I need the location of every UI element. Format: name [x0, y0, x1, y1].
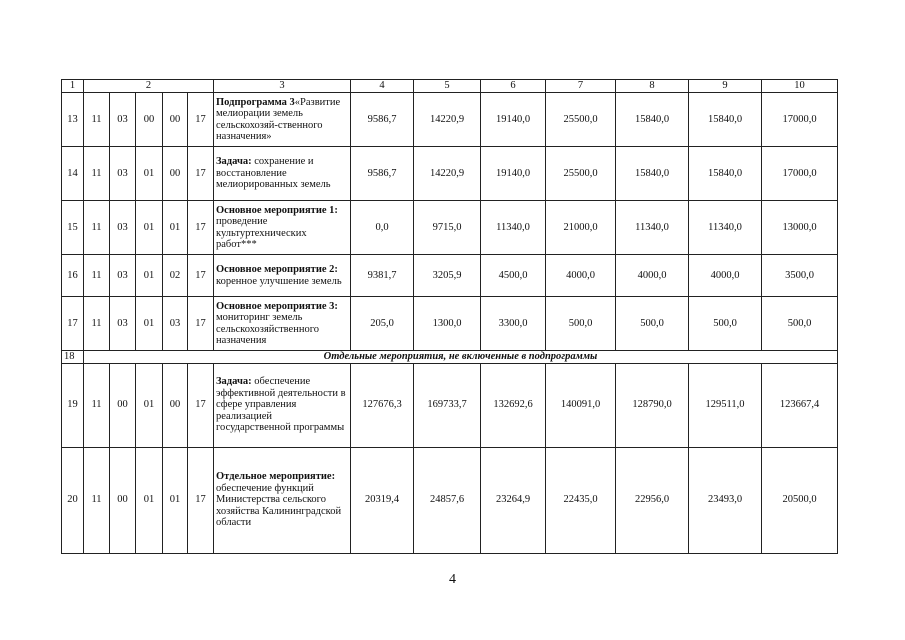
row-number: 17 [62, 297, 84, 351]
value-cell: 14220,9 [414, 147, 481, 201]
code-cell: 11 [84, 93, 110, 147]
value-cell: 15840,0 [689, 93, 762, 147]
table-row [62, 147, 838, 201]
item-name-cell [214, 447, 351, 553]
value-cell: 17000,0 [762, 147, 838, 201]
code-cell: 03 [163, 297, 188, 351]
item-name-cell [214, 147, 351, 201]
value-cell: 500,0 [762, 297, 838, 351]
item-text: сохранение и восстановление мелиорированных земель [216, 156, 331, 191]
code-cell: 17 [188, 447, 214, 553]
item-label: Задача: [216, 376, 252, 388]
code-cell: 17 [188, 297, 214, 351]
code-cell: 00 [163, 93, 188, 147]
value-cell: 0,0 [351, 201, 414, 255]
header-cell: 1 [62, 80, 84, 93]
item-label: Основное мероприятие 2: [216, 264, 338, 275]
value-cell: 140091,0 [546, 363, 616, 447]
value-cell: 3300,0 [481, 297, 546, 351]
value-cell: 14220,9 [414, 93, 481, 147]
code-cell: 00 [163, 363, 188, 447]
header-cell: 7 [546, 80, 616, 93]
item-name-cell [214, 201, 351, 255]
code-cell: 01 [136, 147, 163, 201]
header-row [62, 80, 838, 93]
item-text: мониторинг земель сельскохозяйственного назначения [216, 312, 319, 346]
table-row [62, 297, 838, 351]
code-cell: 00 [110, 363, 136, 447]
value-cell: 11340,0 [481, 201, 546, 255]
section-title: Отдельные мероприятия, не включенные в подпрограммы [84, 351, 838, 364]
header-cell: 6 [481, 80, 546, 93]
value-cell: 4000,0 [689, 255, 762, 297]
value-cell: 9586,7 [351, 93, 414, 147]
value-cell: 500,0 [689, 297, 762, 351]
value-cell: 132692,6 [481, 363, 546, 447]
value-cell: 25500,0 [546, 93, 616, 147]
item-text: «Развитие мелиорации земель сельскохозяй-ственного назначения» [216, 96, 341, 142]
item-label: Основное мероприятие 3: [216, 300, 338, 312]
item-label: Отдельное мероприятие: [216, 471, 336, 483]
value-cell: 128790,0 [616, 363, 689, 447]
row-number: 19 [62, 363, 84, 447]
code-cell: 11 [84, 255, 110, 297]
code-cell: 17 [188, 201, 214, 255]
code-cell: 17 [188, 93, 214, 147]
code-cell: 00 [136, 93, 163, 147]
code-cell: 01 [136, 297, 163, 351]
code-cell: 03 [110, 93, 136, 147]
table-row [62, 201, 838, 255]
value-cell: 4000,0 [546, 255, 616, 297]
page-number: 4 [449, 572, 456, 587]
value-cell: 20319,4 [351, 447, 414, 553]
code-cell: 03 [110, 255, 136, 297]
value-cell: 13000,0 [762, 201, 838, 255]
table-row [62, 93, 838, 147]
table-row [62, 447, 838, 553]
code-cell: 02 [163, 255, 188, 297]
value-cell: 23264,9 [481, 447, 546, 553]
code-cell: 11 [84, 201, 110, 255]
code-cell: 17 [188, 363, 214, 447]
value-cell: 21000,0 [546, 201, 616, 255]
row-number: 15 [62, 201, 84, 255]
code-cell: 00 [110, 447, 136, 553]
code-cell: 01 [136, 447, 163, 553]
table-body [62, 80, 838, 554]
value-cell: 20500,0 [762, 447, 838, 553]
value-cell: 127676,3 [351, 363, 414, 447]
value-cell: 9586,7 [351, 147, 414, 201]
item-name-cell [214, 255, 351, 297]
value-cell: 169733,7 [414, 363, 481, 447]
value-cell: 17000,0 [762, 93, 838, 147]
header-cell: 2 [84, 80, 214, 93]
item-text: обеспечение эффективной деятельности в сфере управления реализацией государственной программы [216, 376, 346, 434]
item-name-cell [214, 297, 351, 351]
header-cell: 9 [689, 80, 762, 93]
code-cell: 01 [136, 363, 163, 447]
value-cell: 500,0 [616, 297, 689, 351]
code-cell: 11 [84, 297, 110, 351]
code-cell: 17 [188, 255, 214, 297]
value-cell: 4000,0 [616, 255, 689, 297]
table-row [62, 255, 838, 297]
value-cell: 123667,4 [762, 363, 838, 447]
item-label: Подпрограмма 3 [216, 96, 295, 108]
value-cell: 1300,0 [414, 297, 481, 351]
value-cell: 11340,0 [616, 201, 689, 255]
code-cell: 01 [136, 255, 163, 297]
code-cell: 11 [84, 363, 110, 447]
item-text: обеспечение функций Министерства сельского хозяйства Калининградской области [216, 482, 342, 529]
code-cell: 17 [188, 147, 214, 201]
code-cell: 01 [163, 201, 188, 255]
value-cell: 15840,0 [616, 93, 689, 147]
section-row [62, 351, 838, 364]
code-cell: 03 [110, 297, 136, 351]
row-number: 13 [62, 93, 84, 147]
row-number: 18 [62, 351, 84, 364]
code-cell: 11 [84, 147, 110, 201]
value-cell: 22956,0 [616, 447, 689, 553]
value-cell: 3205,9 [414, 255, 481, 297]
row-number: 14 [62, 147, 84, 201]
value-cell: 23493,0 [689, 447, 762, 553]
code-cell: 00 [163, 147, 188, 201]
header-cell: 3 [214, 80, 351, 93]
budget-table [61, 79, 838, 554]
item-text: коренное улучшение земель [216, 275, 342, 287]
code-cell: 03 [110, 147, 136, 201]
value-cell: 19140,0 [481, 93, 546, 147]
item-name-cell [214, 93, 351, 147]
item-label: Задача: [216, 156, 252, 168]
item-label: Основное мероприятие 1: [216, 204, 338, 216]
value-cell: 22435,0 [546, 447, 616, 553]
value-cell: 500,0 [546, 297, 616, 351]
header-cell: 5 [414, 80, 481, 93]
code-cell: 11 [84, 447, 110, 553]
item-text: проведение культуртехнических работ*** [216, 216, 307, 250]
value-cell: 9715,0 [414, 201, 481, 255]
row-number: 16 [62, 255, 84, 297]
item-name-cell [214, 363, 351, 447]
header-cell: 10 [762, 80, 838, 93]
code-cell: 03 [110, 201, 136, 255]
code-cell: 01 [163, 447, 188, 553]
value-cell: 11340,0 [689, 201, 762, 255]
value-cell: 24857,6 [414, 447, 481, 553]
table-row [62, 363, 838, 447]
value-cell: 9381,7 [351, 255, 414, 297]
value-cell: 3500,0 [762, 255, 838, 297]
value-cell: 19140,0 [481, 147, 546, 201]
value-cell: 15840,0 [616, 147, 689, 201]
code-cell: 01 [136, 201, 163, 255]
row-number: 20 [62, 447, 84, 553]
header-cell: 4 [351, 80, 414, 93]
value-cell: 205,0 [351, 297, 414, 351]
value-cell: 15840,0 [689, 147, 762, 201]
header-cell: 8 [616, 80, 689, 93]
value-cell: 25500,0 [546, 147, 616, 201]
value-cell: 129511,0 [689, 363, 762, 447]
value-cell: 4500,0 [481, 255, 546, 297]
